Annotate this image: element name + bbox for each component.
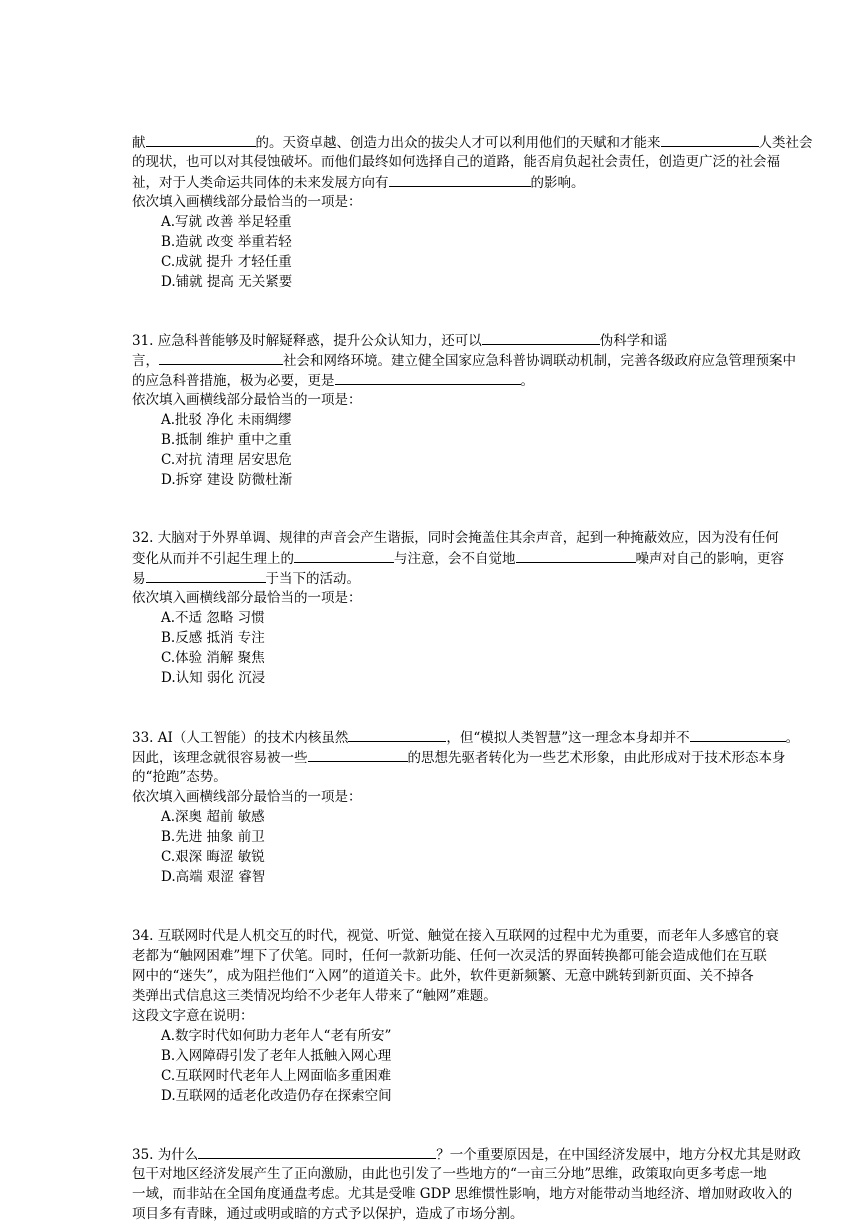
answer-blank[interactable] [146, 568, 266, 583]
answer-blank[interactable] [516, 548, 636, 563]
q34-line-3: 网中的“迷失”，成为阻拦他们“入网”的道道关卡。此外，软件更新频繁、无意中跳转到新页面、关不掉各 [132, 968, 754, 984]
q30-line-2: 的现状，也可以对其侵蚀破坏。而他们最终如何选择自己的道路，能否肩负起社会责任，创造更广泛的社会福 [132, 154, 780, 170]
text: 与注意，会不自觉地 [394, 551, 516, 567]
option-b[interactable]: B.造就 改变 举重若轻 [161, 234, 292, 250]
answer-blank[interactable] [308, 747, 408, 762]
q30-line-3 [132, 172, 585, 193]
option-d[interactable]: D.高端 艰涩 睿智 [161, 869, 266, 885]
text: 变化从而并不引起生理上的 [132, 551, 294, 567]
option-c[interactable]: C.体验 消解 聚焦 [161, 650, 265, 666]
text: 的。天资卓越、创造力出众的拔尖人才可以利用他们的天赋和才能来 [255, 135, 661, 151]
q31-line-3 [132, 370, 534, 391]
option-b[interactable]: B.反感 抵消 专注 [161, 630, 265, 646]
text: 35. 为什么 [132, 1147, 199, 1163]
answer-blank[interactable] [482, 330, 600, 345]
q34-line-4: 类弹出式信息这三类情况均给不少老年人带来了“触网”难题。 [132, 988, 497, 1004]
text: 易 [132, 571, 146, 587]
option-c[interactable]: C.艰深 晦涩 敏锐 [161, 849, 265, 865]
option-b[interactable]: B.抵制 维护 重中之重 [161, 432, 292, 448]
option-b[interactable]: B.先进 抽象 前卫 [161, 829, 265, 845]
q32-line-2 [132, 548, 784, 569]
answer-blank[interactable] [335, 370, 521, 385]
q35-line-2: 包干对地区经济发展产生了正向激励，由此也引发了一些地方的“一亩三分地”思维，政策取向更多考虑一地 [132, 1166, 767, 1182]
text: 言， [132, 353, 159, 369]
text: 伪科学和谣 [599, 333, 668, 349]
question-prompt: 依次填入画横线部分最恰当的一项是： [132, 789, 362, 805]
text: 的影响。 [530, 175, 585, 191]
q31-line-1 [132, 330, 667, 351]
option-a[interactable]: A.数字时代如何助力老年人“老有所安” [161, 1028, 392, 1044]
answer-blank[interactable] [146, 132, 256, 147]
option-d[interactable]: D.认知 弱化 沉浸 [161, 670, 266, 686]
q32-line-3 [132, 568, 360, 589]
q33-line-1 [132, 727, 799, 748]
q35-line-3: 一域，而非站在全国角度通盘考虑。尤其是受唯 GDP 思维惯性影响，地方对能带动当地经济、增加财政收入的 [132, 1186, 793, 1202]
text: 。 [520, 373, 534, 389]
text: 祉，对于人类命运共同体的未来发展方向有 [132, 175, 389, 191]
q30-line-1 [132, 132, 813, 153]
option-c[interactable]: C.对抗 清理 居安思危 [161, 452, 292, 468]
option-c[interactable]: C.成就 提升 才轻任重 [161, 254, 292, 270]
text: 人类社会 [758, 135, 813, 151]
option-a[interactable]: A.写就 改善 举足轻重 [161, 214, 292, 230]
option-a[interactable]: A.不适 忽略 习惯 [161, 610, 265, 626]
answer-blank[interactable] [661, 132, 759, 147]
option-c[interactable]: C.互联网时代老年人上网面临多重困难 [161, 1068, 392, 1084]
q32-line-1: 32. 大脑对于外界单调、规律的声音会产生谐振，同时会掩盖住其余声音，起到一种掩蔽效应，因为没有任何 [132, 530, 779, 546]
answer-blank[interactable] [690, 727, 786, 742]
q33-line-3: 的“抢跑”态势。 [132, 769, 227, 785]
q35-line-1 [132, 1144, 801, 1165]
option-d[interactable]: D.铺就 提高 无关紧要 [161, 274, 293, 290]
answer-blank[interactable] [294, 548, 394, 563]
question-prompt: 这段文字意在说明： [132, 1008, 254, 1024]
option-d[interactable]: D.互联网的适老化改造仍存在探索空间 [161, 1088, 392, 1104]
text: ？一个重要原因是，在中国经济发展中，地方分权尤其是财政 [436, 1147, 801, 1163]
q35-line-4: 项目多有青睐，通过或明或暗的方式予以保护，造成了市场分割。 [132, 1206, 524, 1222]
answer-blank[interactable] [389, 172, 531, 187]
text: 献 [132, 135, 146, 151]
text: 31. 应急科普能够及时解疑释惑，提升公众认知力，还可以 [132, 333, 482, 349]
question-prompt: 依次填入画横线部分最恰当的一项是： [132, 194, 362, 210]
question-prompt: 依次填入画横线部分最恰当的一项是： [132, 392, 362, 408]
text: 。 [785, 730, 800, 746]
q34-line-1: 34. 互联网时代是人机交互的时代，视觉、听觉、触觉在接入互联网的过程中尤为重要，而老年人多感官的衰 [132, 928, 779, 944]
option-d[interactable]: D.拆穿 建设 防微杜渐 [161, 472, 293, 488]
q34-line-2: 老都为“触网困难”埋下了伏笔。同时，任何一款新功能、任何一次灵活的界面转换都可能会造成他们在互联 [132, 948, 767, 964]
option-b[interactable]: B.入网障碍引发了老年人抵触入网心理 [161, 1048, 392, 1064]
answer-blank[interactable] [159, 350, 283, 365]
question-prompt: 依次填入画横线部分最恰当的一项是： [132, 590, 362, 606]
answer-blank[interactable] [198, 1144, 436, 1159]
q33-line-2 [132, 747, 786, 768]
option-a[interactable]: A.批驳 净化 未雨绸缪 [161, 412, 292, 428]
text: 33. AI（人工智能）的技术内核虽然 [132, 730, 349, 746]
text: 因此，该理念就很容易被一些 [132, 750, 308, 766]
text: 的思想先驱者转化为一些艺术形象，由此形成对于技术形态本身 [407, 750, 786, 766]
text: 噪声对自己的影响，更容 [635, 551, 784, 567]
text: 的应急科普措施，极为必要，更是 [132, 373, 335, 389]
q31-line-2 [132, 350, 796, 371]
option-a[interactable]: A.深奥 超前 敏感 [161, 809, 265, 825]
answer-blank[interactable] [348, 727, 446, 742]
text: 于当下的活动。 [265, 571, 360, 587]
text: 社会和网络环境。建立健全国家应急科普协调联动机制，完善各级政府应急管理预案中 [283, 353, 796, 369]
text: ，但“模拟人类智慧”这一理念本身却并不 [446, 730, 690, 746]
